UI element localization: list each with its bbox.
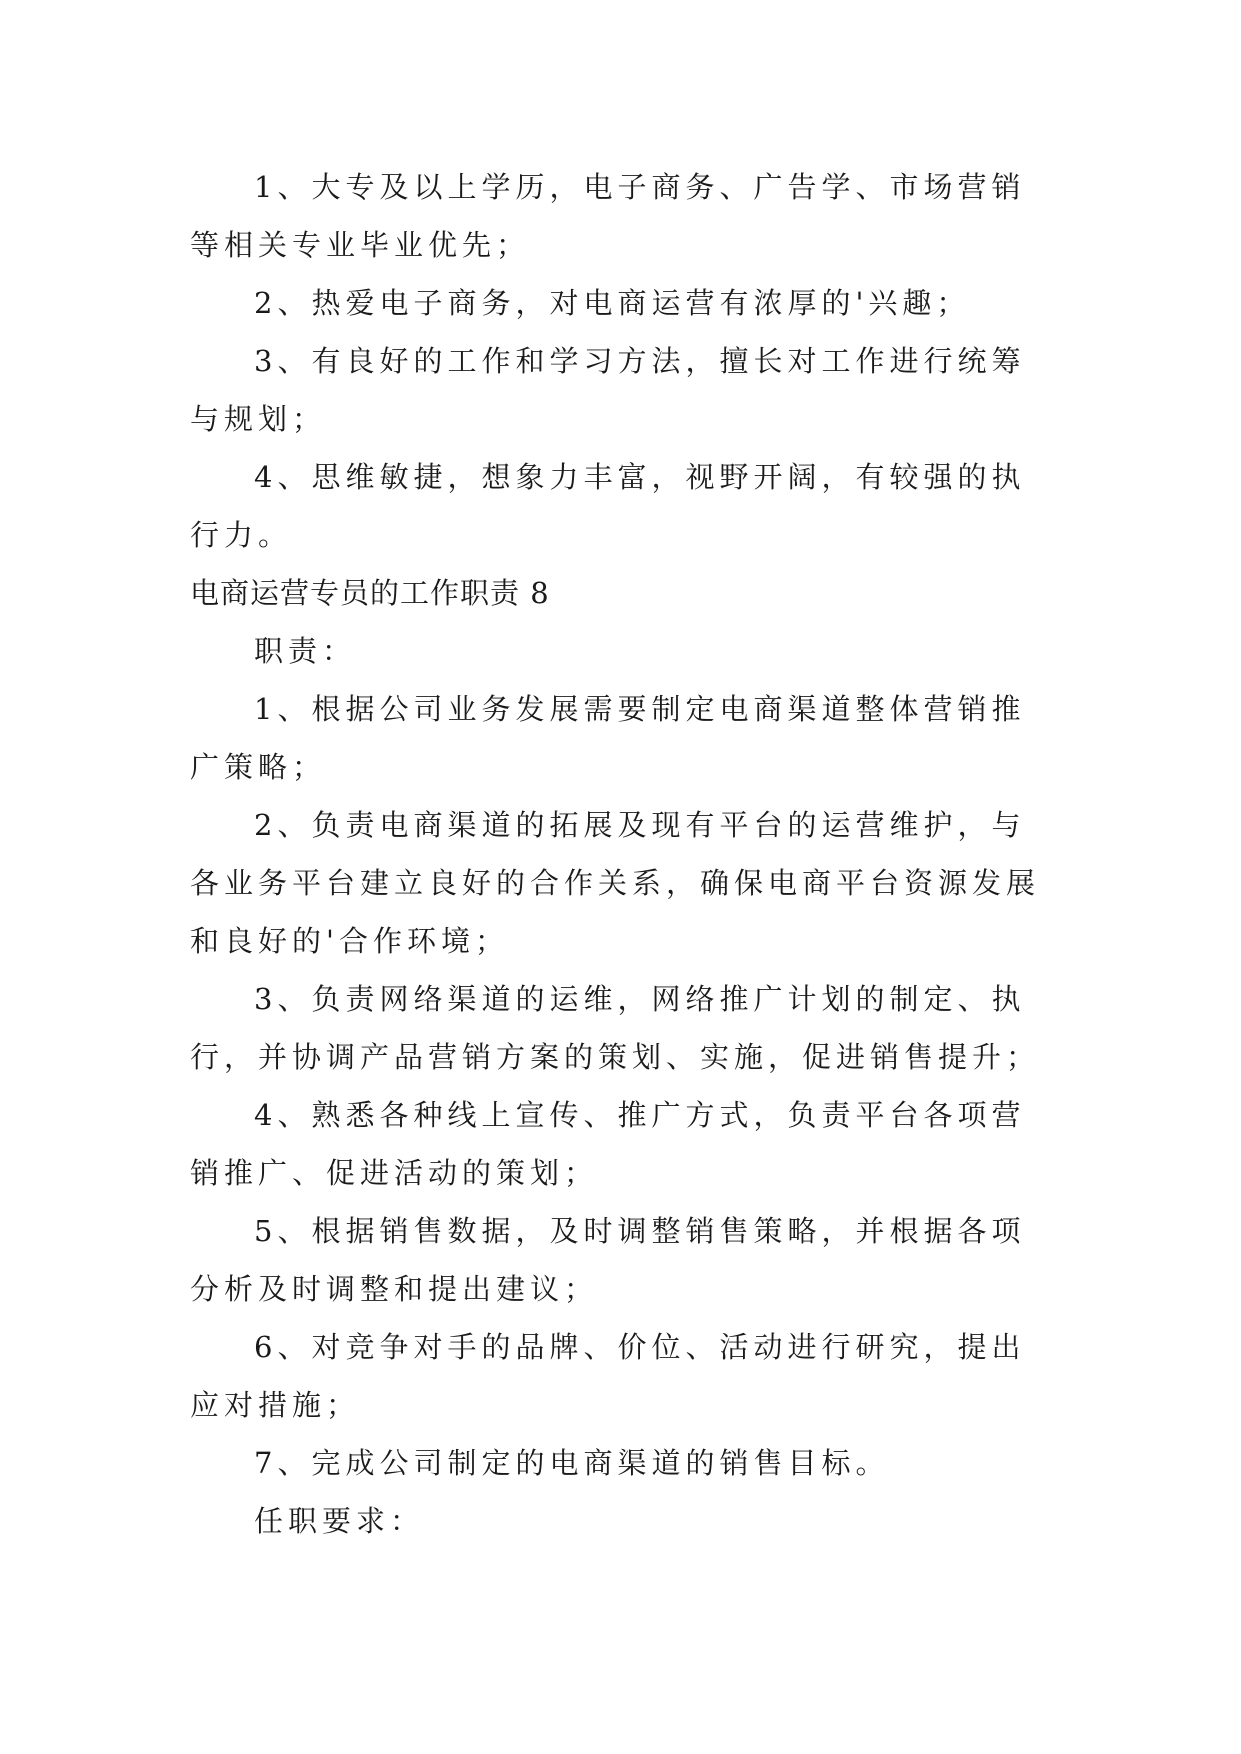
requirement-paragraph-2: 2、热爱电子商务，对电商运营有浓厚的'兴趣；	[254, 286, 971, 320]
duty-paragraph-2: 2、负责电商渠道的拓展及现有平台的运营维护，与各业务平台建立良好的合作关系，确保电商平台资源发展和良好的'合作环境；	[190, 808, 1041, 958]
requirement-paragraph-4: 4、思维敏捷，想象力丰富，视野开阔，有较强的执行力。	[190, 460, 1026, 552]
document-page	[190, 158, 1056, 1550]
duty-paragraph-3: 3、负责网络渠道的运维，网络推广计划的制定、执行，并协调产品营销方案的策划、实施，促进销售提升；	[190, 982, 1041, 1074]
duty-paragraph-6: 6、对竞争对手的品牌、价位、活动进行研究，提出应对措施；	[190, 1330, 1026, 1422]
duty-paragraph-5: 5、根据销售数据，及时调整销售策略，并根据各项分析及时调整和提出建议；	[190, 1214, 1026, 1306]
duties-label: 职责：	[254, 634, 357, 668]
section-title: 电商运营专员的工作职责 8	[190, 576, 550, 610]
duty-paragraph-4: 4、熟悉各种线上宣传、推广方式，负责平台各项营销推广、促进活动的策划；	[190, 1098, 1026, 1190]
duty-paragraph-7: 7、完成公司制定的电商渠道的销售目标。	[254, 1446, 890, 1480]
requirements-label: 任职要求：	[254, 1504, 425, 1538]
requirement-paragraph-1: 1、大专及以上学历，电子商务、广告学、市场营销等相关专业毕业优先；	[190, 170, 1026, 262]
requirement-paragraph-3: 3、有良好的工作和学习方法，擅长对工作进行统筹与规划；	[190, 344, 1026, 436]
duty-paragraph-1: 1、根据公司业务发展需要制定电商渠道整体营销推广策略；	[190, 692, 1026, 784]
